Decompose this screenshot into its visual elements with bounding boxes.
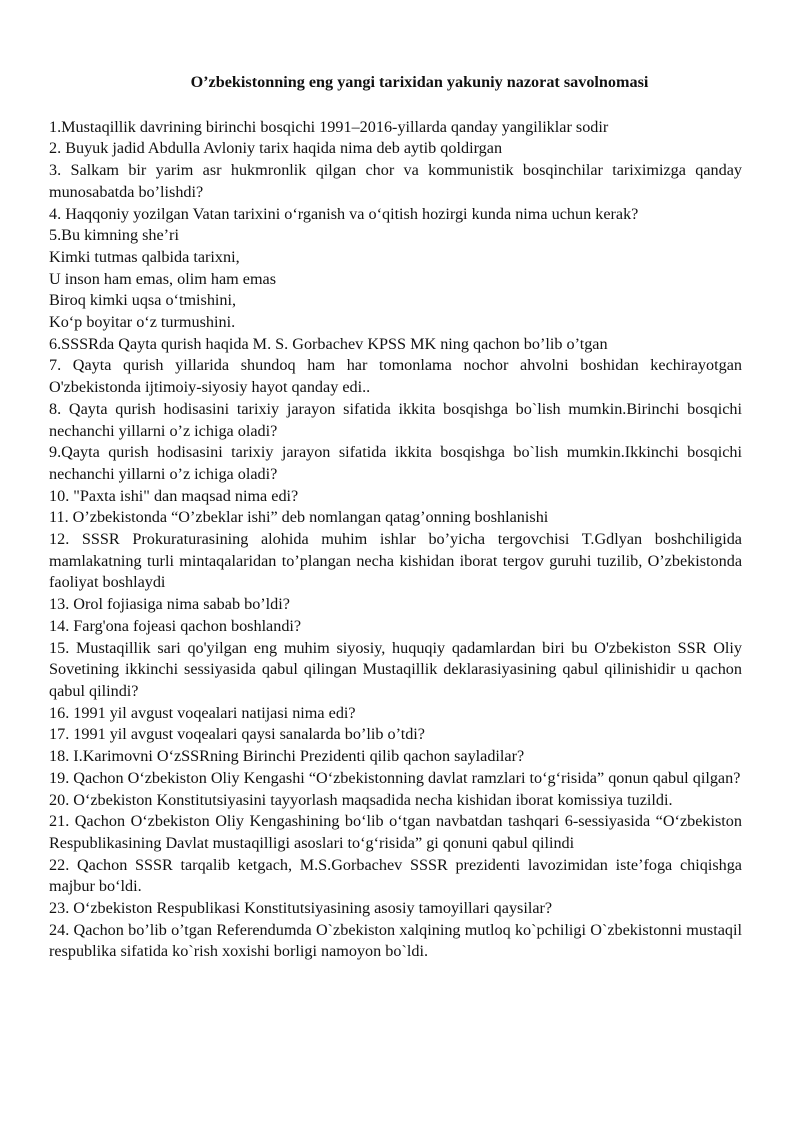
poem-block [49,247,742,334]
question-item: 20. O‘zbekiston Konstitutsiyasini tayyorlash maqsadida necha kishidan iborat komissiya tuzildi. [49,790,673,809]
question-item: 3. Salkam bir yarim asr hukmronlik qilgan chor va kommunistik bosqinchilar tariximizga qanday munosabatda bo’lishdi? [49,161,742,201]
question-item: 10. "Paxta ishi" dan maqsad nima edi? [49,486,299,505]
question-item: 9.Qayta qurish hodisasini tarixiy jarayon sifatida ikkita bosqishga bo`lish mumkin.Ikkinchi bosqichi nechanchi yillarni o’z ichiga oladi? [49,443,742,483]
question-item: 19. Qachon O‘zbekiston Oliy Kengashi “O‘zbekistonning davlat ramzlari to‘g‘risida” qonun qabul qilgan? [49,768,741,787]
question-item: 2. Buyuk jadid Abdulla Avloniy tarix haqida nima deb aytib qoldirgan [49,139,503,158]
poem-line: Biroq kimki uqsa o‘tmishini, [49,291,237,310]
poem-line: Kimki tutmas qalbida tarixni, [49,247,240,266]
question-item: 13. Orol fojiasiga nima sabab bo’ldi? [49,595,290,614]
question-item: 24. Qachon bo’lib o’tgan Referendumda O`zbekiston xalqining mutloq ko`pchiligi O`zbekistonni mustaqil respublika sifatida ko`rish xoxishi borligi namoyon bo`ldi. [49,920,742,961]
document-title: O’zbekistonning eng yangi tarixidan yakuniy nazorat savolnomasi [190,73,649,91]
question-item: 14. Farg'ona fojeasi qachon boshlandi? [49,616,302,635]
question-item: 1.Mustaqillik davrining birinchi bosqichi 1991–2016-yillarda qanday yangiliklar sodir [49,117,609,136]
poem-line: Ko‘p boyitar o‘z turmushini. [49,313,236,332]
question-item: 22. Qachon SSSR tarqalib ketgach, M.S.Gorbachev SSSR prezidenti lavozimidan iste’foga chiqishga majbur bo‘ldi. [49,855,742,896]
question-item: 11. O’zbekistonda “O’zbeklar ishi” deb nomlangan qatag’onning boshlanishi [49,508,549,527]
question-item: 17. 1991 yil avgust voqealari qaysi sanalarda bo’lib o’tdi? [49,725,425,744]
question-item: 4. Haqqoniy yozilgan Vatan tarixini o‘rganish va o‘qitish hozirgi kunda nima uchun kerak? [49,204,639,223]
question-item: 5.Bu kimning she’ri [49,226,179,245]
poem-line: U inson ham emas, olim ham emas [49,269,277,288]
question-item: 16. 1991 yil avgust voqealari natijasi nima edi? [49,703,356,722]
question-item: 15. Mustaqillik sari qo'yilgan eng muhim siyosiy, huquqiy qadamlardan biri bu O'zbekiston SSR Oliy Sovetining ikkinchi sessiyasida qabul qilingan Mustaqillik deklarasiyasining qabul qilinishidir u qachon qabul qilindi? [49,638,742,700]
question-item: 6.SSSRda Qayta qurish haqida M. S. Gorbachev KPSS MK ning qachon bo’lib o’tgan [49,334,608,353]
question-list [49,117,742,963]
document-page [49,72,742,963]
question-item: 8. Qayta qurish hodisasini tarixiy jarayon sifatida ikkita bosqishga bo`lish mumkin.Birinchi bosqichi nechanchi yillarni o’z ichiga oladi? [49,399,742,440]
question-item: 18. I.Karimovni O‘zSSRning Birinchi Prezidenti qilib qachon sayladilar? [49,747,525,766]
question-item: 12. SSSR Prokuraturasining alohida muhim ishlar bo’yicha tergovchisi T.Gdlyan boshchiligida mamlakatning turli mintaqalaridan to’plangan necha kishidan iborat tergov guruhi tuzilib, O’zbekistonda faoliyat boshlaydi [49,530,742,592]
question-item: 7. Qayta qurish yillarida shundoq ham har tomonlama nochor ahvolni boshidan kechirayotgan O'zbekistonda ijtimoiy-siyosiy hayot qanday edi.. [49,356,742,397]
question-item: 21. Qachon O‘zbekiston Oliy Kengashining bo‘lib o‘tgan navbatdan tashqari 6-sessiyasida “O‘zbekiston Respublikasining Davlat mustaqilligi asoslari to‘g‘risida” gi qonuni qabul qilindi [49,812,742,852]
question-item: 23. O‘zbekiston Respublikasi Konstitutsiyasining asosiy tamoyillari qaysilar? [49,899,553,918]
